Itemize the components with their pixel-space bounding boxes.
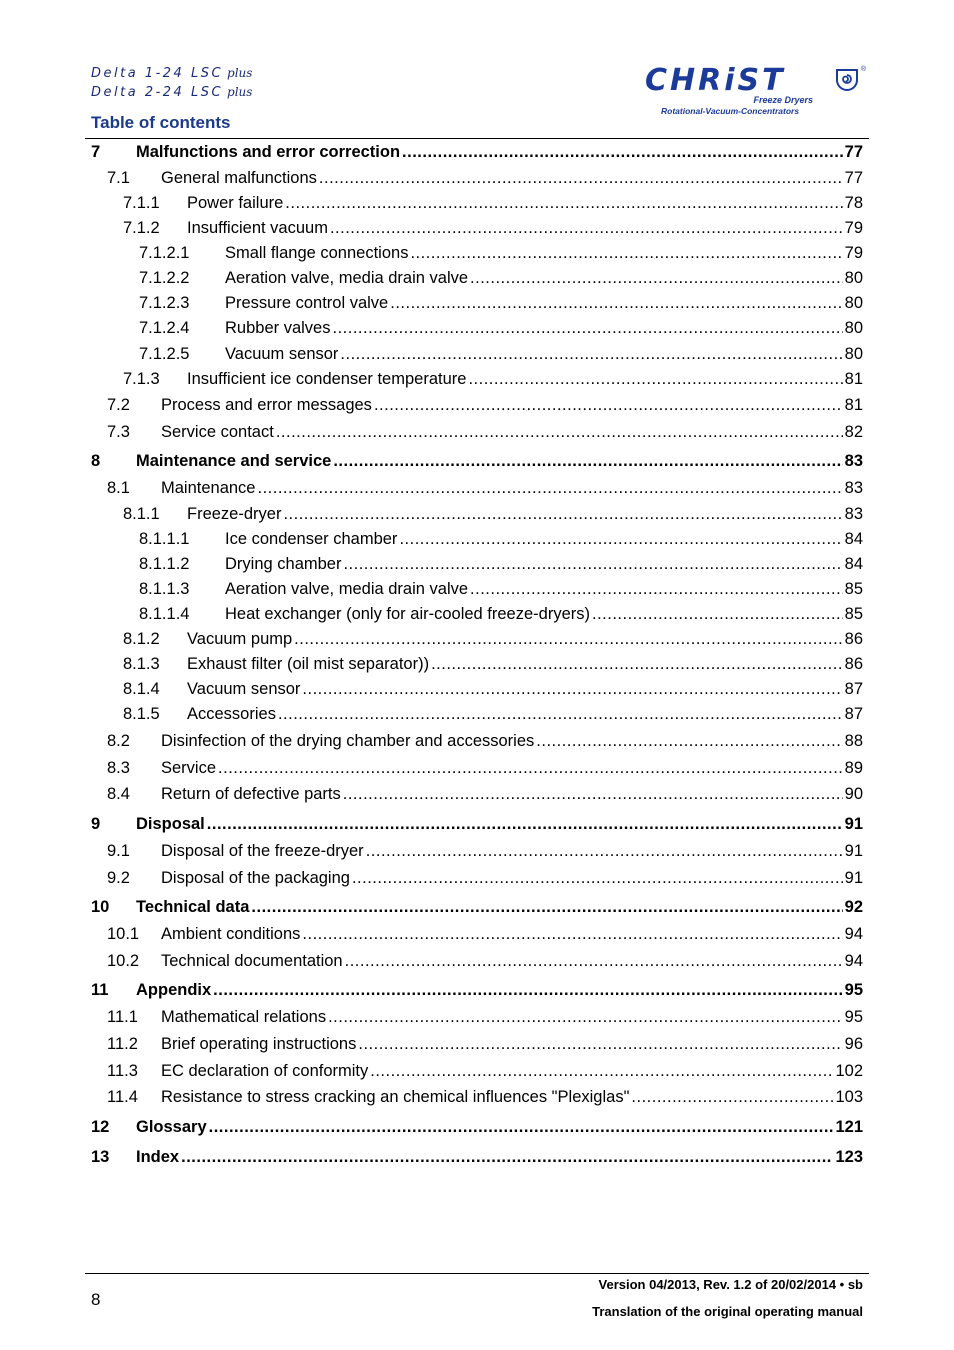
toc-entry[interactable] [91,1148,863,1167]
toc-entry[interactable] [91,452,863,471]
toc-entry-number: 10.2 [107,952,140,970]
toc-entry-number: 9.1 [107,842,130,860]
toc-entry-title: Insufficient ice condenser temperature [187,370,467,388]
toc-entry[interactable] [91,530,863,549]
toc-entry-title: Insufficient vacuum [187,219,328,237]
model-line-1 [91,64,252,83]
toc-entry-title: Index [136,1148,180,1166]
toc-entry-title: Vacuum pump [187,630,293,648]
toc-entry[interactable] [91,869,863,888]
toc-entry-title: Service contact [161,423,274,441]
toc-entry-number: 8.4 [107,785,130,803]
toc-dot-leader [592,605,843,624]
toc-entry-page: 80 [844,319,863,337]
toc-entry-number: 8.1.1.2 [139,555,190,573]
toc-dot-leader [343,785,843,804]
toc-dot-leader [251,898,842,917]
toc-entry-title: Brief operating instructions [161,1035,357,1053]
toc-entry[interactable] [91,815,863,834]
toc-entry-page: 94 [844,952,863,970]
toc-entry-number: 7.1 [107,169,130,187]
toc-entry[interactable] [91,269,863,288]
toc-dot-leader [278,705,843,724]
toc-dot-leader [536,732,842,751]
toc-entry-title: Vacuum sensor [187,680,301,698]
toc-entry[interactable] [91,423,863,442]
toc-entry-number: 11.2 [107,1035,138,1053]
registered-mark: ® [860,66,866,73]
toc-entry-title: Service [161,759,217,777]
toc-entry-page: 103 [835,1088,863,1106]
toc-entry-number: 10 [91,898,110,916]
toc-entry[interactable] [91,1008,863,1027]
toc-dot-leader [283,505,842,524]
toc-entry-page: 84 [844,555,863,573]
toc-entry-page: 84 [844,530,863,548]
toc-entry[interactable] [91,143,863,162]
model-name-2: Delta 2-24 LSC [91,85,224,100]
toc-dot-leader [431,655,843,674]
toc-dot-leader [390,294,842,313]
toc-dot-leader [374,396,843,415]
toc-entry-number: 8.1.1 [123,505,160,523]
translation-note: Translation of the original operating manual [592,1304,863,1319]
toc-entry-page: 91 [844,815,863,833]
toc-entry[interactable] [91,319,863,338]
toc-dot-leader [352,869,843,888]
toc-dot-leader [370,1062,833,1081]
toc-dot-leader [343,555,842,574]
toc-entry[interactable] [91,219,863,238]
toc-entry[interactable] [91,194,863,213]
toc-entry-number: 7.1.2.2 [139,269,190,287]
toc-entry-number: 8.1.5 [123,705,160,723]
toc-entry[interactable] [91,505,863,524]
toc-dot-leader [358,1035,842,1054]
toc-dot-leader [332,319,842,338]
toc-entry-title: Aeration valve, media drain valve [225,580,469,598]
toc-entry-page: 83 [844,452,863,470]
toc-entry-page: 79 [844,219,863,237]
toc-entry-number: 7.1.2.4 [139,319,190,337]
toc-entry-page: 83 [844,479,863,497]
toc-entry-number: 8.1.3 [123,655,160,673]
toc-entry-title: Ice condenser chamber [225,530,398,548]
toc-entry-number: 8 [91,452,101,470]
toc-entry-page: 83 [844,505,863,523]
toc-entry-page: 81 [844,370,863,388]
toc-entry-page: 87 [844,705,863,723]
toc-dot-leader [328,1008,843,1027]
toc-entry-number: 8.1.1.1 [139,530,190,548]
toc-dot-leader [213,981,842,1000]
spiral-logo-icon [835,68,859,92]
toc-entry-title: Appendix [136,981,212,999]
toc-entry-page: 77 [844,169,863,187]
toc-entry-page: 92 [844,898,863,916]
toc-entry-title: Vacuum sensor [225,345,339,363]
toc-entry-page: 86 [844,655,863,673]
toc-entry[interactable] [91,925,863,944]
toc-entry-number: 9 [91,815,101,833]
toc-entry-page: 78 [844,194,863,212]
christ-logo [645,64,867,120]
toc-entry-number: 11.3 [107,1062,138,1080]
toc-entry[interactable] [91,555,863,574]
logo-tagline-1: Freeze Dryers [753,95,813,105]
toc-entry[interactable] [91,1062,863,1081]
toc-entry-page: 85 [844,580,863,598]
toc-entry[interactable] [91,705,863,724]
toc-entry-page: 89 [844,759,863,777]
toc-entry-title: Power failure [187,194,284,212]
toc-entry[interactable] [91,580,863,599]
toc-entry-title: Aeration valve, media drain valve [225,269,469,287]
toc-dot-leader [319,169,843,188]
page-title: Table of contents [91,113,231,132]
page-number: 8 [91,1290,101,1309]
model-name-1: Delta 1-24 LSC [91,66,224,81]
toc-entry-number: 8.1.4 [123,680,160,698]
toc-entry-page: 94 [844,925,863,943]
toc-entry-title: Glossary [136,1118,207,1136]
toc-entry-title: Rubber valves [225,319,331,337]
toc-entry[interactable] [91,785,863,804]
toc-entry-number: 11 [91,981,109,999]
toc-entry-title: EC declaration of conformity [161,1062,369,1080]
toc-entry[interactable] [91,244,863,263]
toc-entry[interactable] [91,1035,863,1054]
toc-entry-title: Return of defective parts [161,785,341,803]
toc-entry-page: 90 [844,785,863,803]
toc-entry-page: 81 [844,396,863,414]
toc-entry-number: 13 [91,1148,110,1166]
toc-entry-title: Pressure control valve [225,294,389,312]
toc-entry-title: Process and error messages [161,396,372,414]
toc-entry-number: 7.1.2.3 [139,294,190,312]
toc-entry[interactable] [91,169,863,188]
toc-entry-title: Drying chamber [225,555,342,573]
toc-entry-page: 80 [844,345,863,363]
toc-entry-page: 102 [835,1062,863,1080]
toc-entry-page: 80 [844,269,863,287]
toc-entry[interactable] [91,655,863,674]
model-suffix-1: plus [227,66,253,80]
toc-dot-leader [276,423,843,442]
toc-entry-title: Disinfection of the drying chamber and accessories [161,732,535,750]
toc-entry-page: 91 [844,869,863,887]
toc-entry-page: 88 [844,732,863,750]
toc-dot-leader [285,194,842,213]
toc-entry-page: 82 [844,423,863,441]
toc-entry-page: 96 [844,1035,863,1053]
toc-dot-leader [468,370,842,389]
toc-dot-leader [294,630,842,649]
logo-wordmark: CHRiST [645,63,786,98]
toc-entry-page: 87 [844,680,863,698]
toc-entry-number: 7.1.1 [123,194,160,212]
toc-entry-number: 11.1 [107,1008,138,1026]
toc-dot-leader [345,952,843,971]
toc-entry-title: Maintenance and service [136,452,332,470]
toc-entry-title: Resistance to stress cracking an chemical influences "Plexiglas" [161,1088,630,1106]
toc-entry-title: Disposal of the freeze-dryer [161,842,364,860]
toc-entry-number: 8.1 [107,479,130,497]
toc-entry[interactable] [91,605,863,624]
toc-entry[interactable] [91,898,863,917]
toc-entry-number: 8.1.1.4 [139,605,190,623]
toc-entry-page: 95 [844,981,863,999]
toc-entry[interactable] [91,345,863,364]
header-divider [85,138,869,139]
toc-dot-leader [257,479,842,498]
toc-entry-number: 10.1 [107,925,140,943]
toc-dot-leader [302,680,842,699]
toc-entry-title: Heat exchanger (only for air-cooled freeze-dryers) [225,605,590,623]
model-header [91,64,252,102]
toc-entry-title: Ambient conditions [161,925,301,943]
toc-entry-title: Technical documentation [161,952,343,970]
toc-entry-title: Mathematical relations [161,1008,327,1026]
logo-tagline-2: Rotational-Vacuum-Concentrators [661,106,800,116]
toc-dot-leader [410,244,842,263]
toc-entry-title: General malfunctions [161,169,317,187]
toc-entry-number: 7.1.2 [123,219,160,237]
toc-entry-page: 123 [835,1148,863,1166]
toc-entry-page: 91 [844,842,863,860]
toc-entry-number: 8.1.1.3 [139,580,190,598]
toc-entry-title: Small flange connections [225,244,409,262]
toc-dot-leader [340,345,842,364]
toc-entry-number: 11.4 [107,1088,138,1106]
toc-entry-number: 8.3 [107,759,130,777]
toc-dot-leader [209,1118,834,1137]
toc-dot-leader [399,530,842,549]
footer-divider [85,1273,869,1274]
toc-entry[interactable] [91,842,863,861]
toc-entry-number: 7.2 [107,396,130,414]
toc-entry[interactable] [91,370,863,389]
toc-entry-page: 79 [844,244,863,262]
toc-dot-leader [333,452,842,471]
toc-entry[interactable] [91,396,863,415]
toc-entry-number: 7.1.2.1 [139,244,190,262]
toc-dot-leader [302,925,842,944]
toc-dot-leader [207,815,843,834]
toc-entry-page: 77 [844,143,863,161]
toc-entry-title: Disposal [136,815,205,833]
toc-entry-number: 7.3 [107,423,130,441]
toc-entry-page: 86 [844,630,863,648]
toc-dot-leader [470,269,843,288]
toc-entry[interactable] [91,630,863,649]
toc-entry[interactable] [91,1118,863,1137]
toc-dot-leader [402,143,843,162]
version-info: Version 04/2013, Rev. 1.2 of 20/02/2014 • sb [598,1277,863,1292]
toc-entry-title: Maintenance [161,479,256,497]
model-line-2 [91,83,252,102]
toc-entry[interactable] [91,981,863,1000]
toc-entry-number: 7.1.3 [123,370,160,388]
toc-entry-number: 9.2 [107,869,130,887]
toc-entry-page: 80 [844,294,863,312]
toc-entry-title: Exhaust filter (oil mist separator)) [187,655,430,673]
toc-entry-page: 85 [844,605,863,623]
toc-entry-title: Accessories [187,705,276,723]
toc-dot-leader [330,219,843,238]
toc-dot-leader [218,759,843,778]
toc-entry[interactable] [91,732,863,751]
toc-entry[interactable] [91,952,863,971]
toc-entry-title: Malfunctions and error correction [136,143,401,161]
toc-entry[interactable] [91,680,863,699]
toc-entry-title: Disposal of the packaging [161,869,350,887]
toc-dot-leader [470,580,843,599]
toc-entry-number: 7 [91,143,101,161]
toc-entry[interactable] [91,294,863,313]
toc-dot-leader [366,842,843,861]
toc-entry-title: Technical data [136,898,250,916]
toc-dot-leader [631,1088,833,1107]
toc-entry-title: Freeze-dryer [187,505,282,523]
toc-entry[interactable] [91,1088,863,1107]
toc-entry-number: 12 [91,1118,110,1136]
toc-entry[interactable] [91,479,863,498]
model-suffix-2: plus [227,85,253,99]
toc-entry-number: 7.1.2.5 [139,345,190,363]
toc-entry-number: 8.1.2 [123,630,160,648]
toc-entry-page: 95 [844,1008,863,1026]
toc-dot-leader [181,1148,833,1167]
toc-entry-number: 8.2 [107,732,130,750]
toc-entry-page: 121 [835,1118,863,1136]
toc-entry[interactable] [91,759,863,778]
